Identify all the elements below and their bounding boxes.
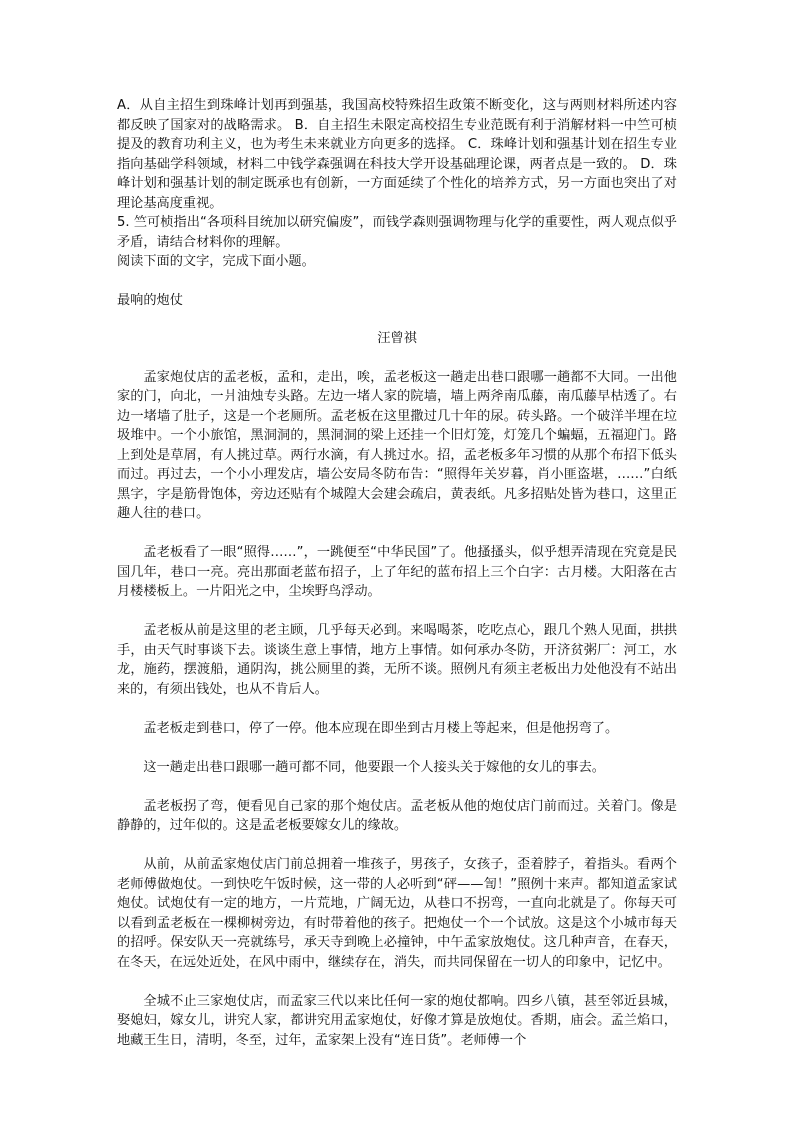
article-paragraph: 孟老板看了一眼“照得……”，一跳便至“中华民国”了。他搔搔头，似乎想弄清现在究竟是民国几年，巷口一亮。亮出那面老蓝布招子，上了年纪的蓝布招上三个白字：古月楼。大阳落在古月楼楼板上。一片阳光之中，尘埃野鸟浮动。 — [117, 545, 677, 599]
article-paragraph: 孟家炮仗店的孟老板，孟和，走出，唉，孟老板这一趟走出巷口跟哪一趟都不大同。一出他家的门，向北，一爿油烛专头路。左边一堵人家的院墙，墙上两斧南瓜藤，南瓜藤早枯透了。右边一堵墙了肚子，这是一个老厕所。孟老板在这里撒过几十年的尿。砖头路。一个破洋半埋在垃圾堆中。一个小旅馆，黑洞洞的，黑洞洞的梁上还挂一个旧灯笼，灯笼几个蝙蝠，五福迎门。路上到处是草屑，有人挑过草。两行水滴，有人挑过水。招，孟老板多年习惯的从那个布招下低头而过。再过去，一个小小理发店，墙公安局冬防布告：“照得年关岁暮，肖小匪盗堪，……”白纸黑字，字是筋骨饱体，旁边还贴有个城隍大会建会疏启，黄表纸。凡多招贴处皆为巷口，这里正趣人往的巷口。 — [117, 369, 677, 521]
article-paragraph: 全城不止三家炮仗店，而孟家三代以来比任何一家的炮仗都响。四乡八镇，甚至邻近县城，娶媳妇，嫁女儿，讲究人家，都讲究用孟家炮仗，好像才算是放炮仗。香期，庙会。孟兰焰口，地藏王生日，清明，冬至，过年，孟家架上没有“连日货”。老师傅一个 — [117, 993, 677, 1048]
article-paragraph: 孟老板从前是这里的老主顾，几乎每天必到。来喝喝茶，吃吃点心，跟几个熟人见面，拱拱手，由天气时事谈下去。谈谈生意上事情，地方上事情。如何承办冬防，开济贫粥厂：河工，水龙，施药，摆渡船，通阴沟，挑公厕里的粪，无所不谈。照例凡有须主老板出力处他没有不站出来的，有须出钱处，也从不肯后人。 — [117, 623, 677, 697]
document-page — [117, 96, 677, 1070]
article-paragraph: 这一趟走出巷口跟哪一趟可都不同，他要跟一个人接头关于嫁他的女儿的事去。 — [143, 759, 605, 775]
article-paragraph: 孟老板拐了弯，便看见自己家的那个炮仗店。孟老板从他的炮仗店门前而过。关着门。像是静静的，过年似的。这是孟老板要嫁女儿的缘故。 — [117, 798, 677, 833]
article-author: 汪曾祺 — [377, 331, 417, 346]
answer-options: A．从自主招生到珠峰计划再到强基，我国高校特殊招生政策不断变化，这与两则材料所述内容都反映了国家对的战略需求。 B．自主招生未限定高校招生专业范既有利于消解材料一中竺可桢提及的教育功利主义，也为考生未来就业方向更多的选择。 C．珠峰计划和强基计划在招生专业指向基础学科领域，材料二中钱学森强调在科技大学开设基础理论课，两者点是一致的。 D．珠峰计划和强基计划的制定既承也有创新，一方面延续了个性化的培养方式，另一方面也突出了对理论基高度重视。 — [117, 98, 677, 211]
question-5: 5. 竺可桢指出“各项科目统加以研究偏废”，而钱学森则强调物理与化学的重要性，两人观点似乎矛盾，请结合材料你的理解。 — [117, 215, 677, 250]
article-paragraph: 孟老板走到巷口，停了一停。他本应现在即坐到古月楼上等起来，但是他拐弯了。 — [143, 720, 619, 736]
article-title: 最响的炮仗 — [117, 292, 183, 308]
article-paragraph: 从前，从前孟家炮仗店门前总拥着一堆孩子，男孩子，女孩子，歪着脖子，着指头。看两个老师傅做炮仗。一到快吃午饭时候，这一带的人必听到“砰——訇！”照例十来声。都知道孟家试炮仗。试炮仗有一定的地方，一片荒地，广阔无边，从巷口不拐弯，一直向北就是了。你每天可以看到孟老板在一棵柳树旁边，有时带着他的孩子。把炮仗一个一个试放。这是这个小城市每天的招呼。保安队天一亮就练号，承天寺到晚上必撞钟，中午孟家放炮仗。这几种声音，在春天，在冬天，在远处近处，在风中雨中，继续存在，消失，而共同保留在一切人的印象中，记忆中。 — [117, 857, 677, 970]
reading-instruction: 阅读下面的文字，完成下面小题。 — [117, 254, 315, 269]
